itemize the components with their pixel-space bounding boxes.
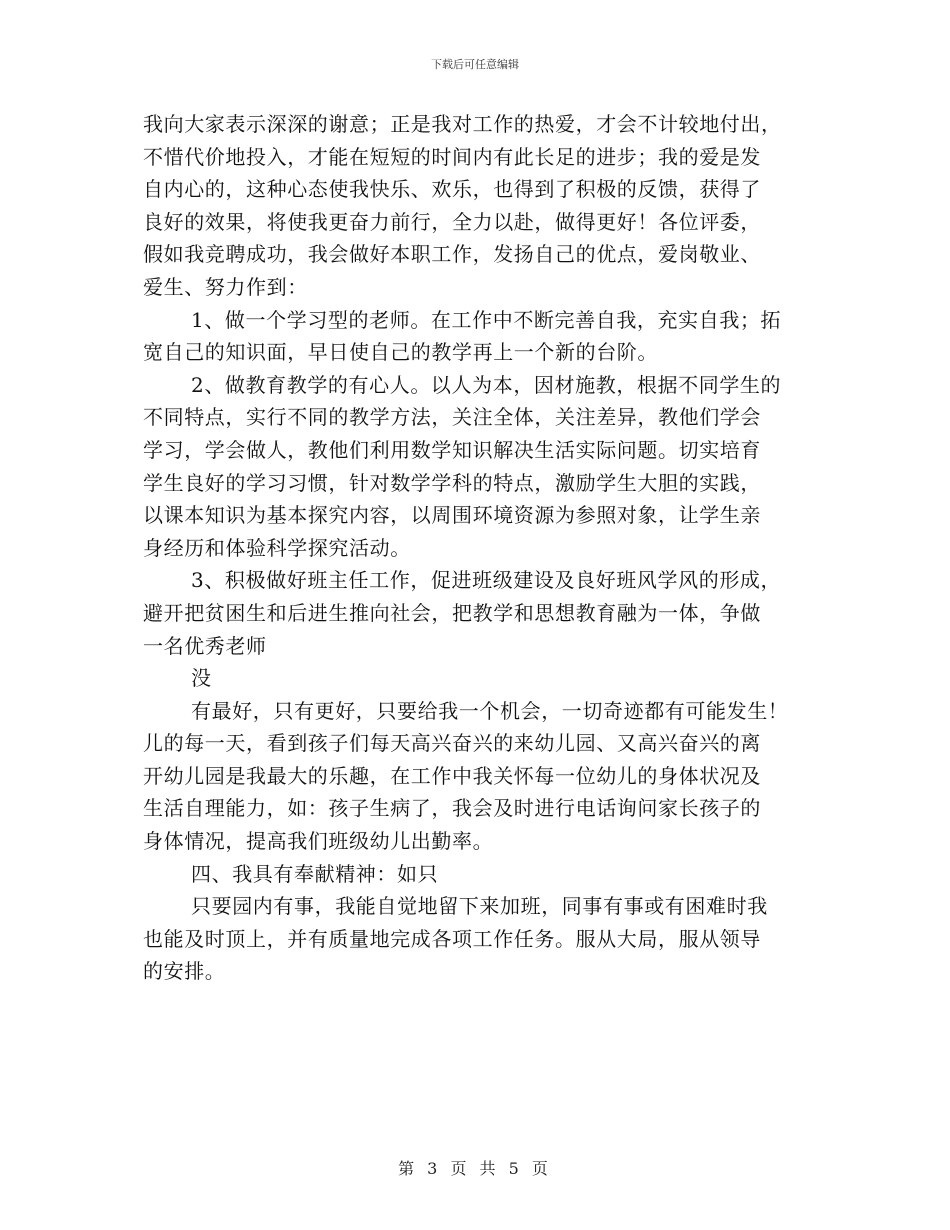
body-line: 身经历和体验科学探究活动。 <box>143 535 411 560</box>
body-line: 假如我竞聘成功，我会做好本职工作，发扬自己的优点，爱岗敬业、 <box>143 242 761 267</box>
body-line: 避开把贫困生和后进生推向社会，把教学和思想教育融为一体，争做 <box>143 600 761 625</box>
body-line: 开幼儿园是我最大的乐趣，在工作中我关怀每一位幼儿的身体状况及 <box>143 763 761 788</box>
body-line: 学生良好的学习习惯，针对数学学科的特点，激励学生大胆的实践， <box>143 470 761 495</box>
body-line: 宽自己的知识面，早日使自己的教学再上一个新的台阶。 <box>143 340 658 365</box>
body-line: 我向大家表示深深的谢意；正是我对工作的热爱，才会不计较地付出， <box>143 112 782 136</box>
body-line: 3、积极做好班主任工作，促进班级建设及良好班风学风的形成， <box>191 568 782 593</box>
body-line: 不惜代价地投入，才能在短短的时间内有此长足的进步；我的爱是发 <box>143 144 761 169</box>
body-line: 2、做教育教学的有心人。以人为本，因材施教，根据不同学生的 <box>191 372 782 397</box>
body-line: 只要园内有事，我能自觉地留下来加班，同事有事或有困难时我 <box>191 894 768 919</box>
body-line: 学习，学会做人，教他们利用数学知识解决生活实际问题。切实培育 <box>143 437 761 462</box>
body-line: 儿的每一天，看到孩子们每天高兴奋兴的来幼儿园、又高兴奋兴的离 <box>143 731 761 756</box>
body-line: 有最好，只有更好，只要给我一个机会，一切奇迹都有可能发生！ <box>191 698 789 723</box>
body-line: 自内心的，这种心态使我快乐、欢乐，也得到了积极的反馈，获得了 <box>143 177 761 202</box>
body-line: 身体情况，提高我们班级幼儿出勤率。 <box>143 829 494 854</box>
body-line: 四、我具有奉献精神：如只 <box>191 861 439 886</box>
body-line: 生活自理能力，如：孩子生病了，我会及时进行电话询问家长孩子的 <box>143 796 761 821</box>
body-line: 1、做一个学习型的老师。在工作中不断完善自我，充实自我；拓 <box>191 307 782 332</box>
page-footer: 第 3 页 共 5 页 <box>398 1159 552 1178</box>
body-line: 没 <box>191 666 212 691</box>
document-body <box>143 108 813 988</box>
body-line: 也能及时顶上，并有质量地完成各项工作任务。服从大局，服从领导 <box>143 926 761 951</box>
body-line: 以课本知识为基本探究内容，以周围环境资源为参照对象，让学生亲 <box>143 503 761 528</box>
body-line: 不同特点，实行不同的教学方法，关注全体，关注差异，教他们学会 <box>143 405 761 430</box>
body-line: 一名优秀老师 <box>143 633 267 658</box>
body-line: 良好的效果，将使我更奋力前行，全力以赴，做得更好！各位评委， <box>143 209 761 234</box>
page-header: 下载后可任意编辑 <box>431 58 519 71</box>
body-line: 爱生、努力作到： <box>143 274 308 299</box>
body-line: 的安排。 <box>143 959 226 984</box>
